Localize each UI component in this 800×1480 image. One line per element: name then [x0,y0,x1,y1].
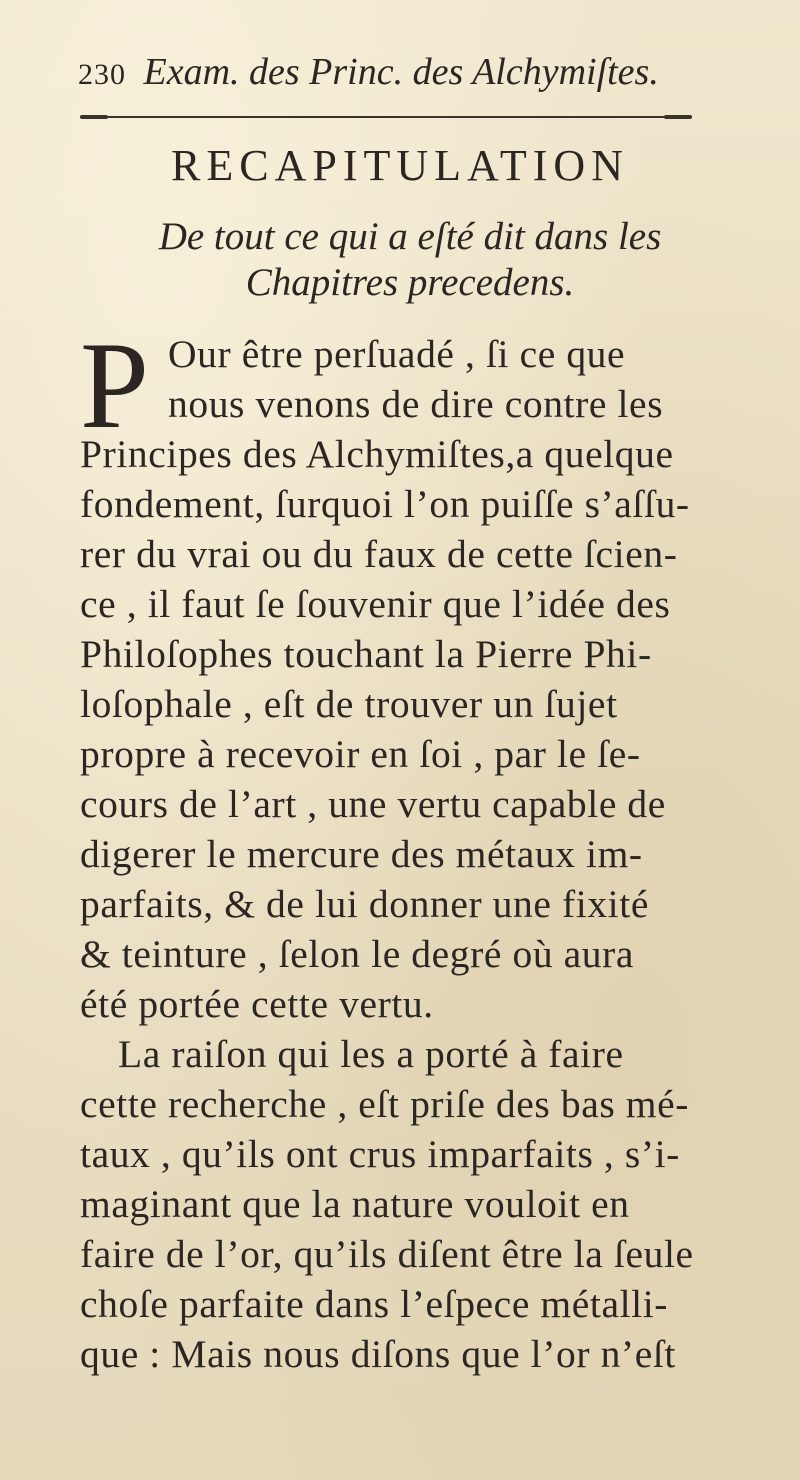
subtitle-line: De tout ce qui a eſté dit dans les [158,215,662,258]
body-line: choſe parfaite dans l’eſpece métalli- [80,1282,669,1326]
body-line: ce , il faut ſe ſouvenir que l’idée des [80,582,671,626]
body-line: que : Mais nous diſons que l’or n’eſt [80,1332,676,1376]
body-line: cours de l’art , une vertu capable de [80,782,666,826]
body-line: digerer le mercure des métaux im- [80,832,643,876]
body-line: nous venons de dire contre les [168,382,664,426]
body-line: loſophale , eſt de trouver un ſujet [80,682,618,726]
body-line: Principes des Alchymiſtes,a quelque [80,432,674,476]
body-line: cette recherche , eſt priſe des bas mé- [80,1082,689,1126]
page-number: 230 [78,58,126,91]
body-line: faire de l’or, qu’ils diſent être la ſeule [80,1232,694,1276]
running-title: Exam. des Princ. des Alchymiſtes. [143,51,659,93]
subtitle-line: Chapitres precedens. [245,261,575,304]
body-line: taux , qu’ils ont crus imparfaits , s’i- [80,1132,680,1176]
body-line: rer du vrai ou du faux de cette ſcien- [80,532,678,576]
body-line: Philoſophes touchant la Pierre Phi- [80,632,652,676]
body-line: fondement, ſurquoi l’on puiſſe s’aſſu- [80,482,690,526]
body-line: Our être perſuadé , ſi ce que [168,332,626,376]
body-line: été portée cette vertu. [80,982,434,1026]
head-rule [80,116,692,118]
drop-cap: P [80,317,149,454]
running-head [78,48,738,99]
subtitle [90,214,730,306]
section-title: RECAPITULATION [171,141,629,190]
body-line: La raiſon qui les a porté à faire [118,1032,624,1076]
body-line: propre à recevoir en ſoi , par le ſe- [80,732,641,776]
body-line: maginant que la nature vouloit en [80,1182,630,1226]
body-line: & teinture , ſelon le degré où aura [80,932,635,976]
body-line: parfaits, & de lui donner une fixité [80,882,649,926]
